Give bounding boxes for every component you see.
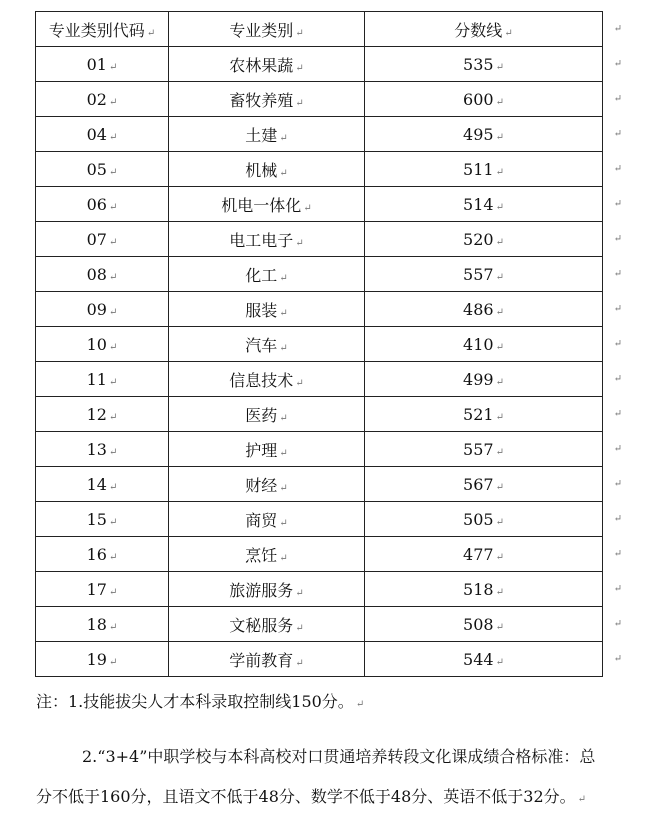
row-score-cell-text: 544 <box>463 649 494 669</box>
row-category-cell: 土建 ↵ <box>169 117 365 152</box>
row-category-cell-text: 护理 <box>245 440 278 460</box>
row-score-cell-text: 518 <box>463 579 494 599</box>
table-row <box>36 187 603 222</box>
table-row <box>36 432 603 467</box>
row-category-cell: 财经 ↵ <box>169 467 365 502</box>
row-code-cell: 14 ↵ <box>36 467 169 502</box>
row-category-cell-text: 服装 <box>245 300 278 320</box>
row-code-cell: 13 ↵ <box>36 432 169 467</box>
row-category-cell: 机电一体化 ↵ <box>169 187 365 222</box>
row-code-cell: 16 ↵ <box>36 537 169 572</box>
row-category-cell: 文秘服务 ↵ <box>169 607 365 642</box>
row-score-cell: 600 ↵ ↵ <box>365 82 603 117</box>
table-row <box>36 222 603 257</box>
row-category-cell-text: 化工 <box>245 265 278 285</box>
row-score-cell-text: 410 <box>463 334 494 354</box>
row-score-cell: 486 ↵ ↵ <box>365 292 603 327</box>
row-category-cell: 汽车 ↵ <box>169 327 365 362</box>
table-body <box>36 47 622 677</box>
row-score-cell: 557 ↵ ↵ <box>365 432 603 467</box>
table-header-row <box>36 12 603 47</box>
header-code: 专业类别代码 ↵ <box>36 12 169 47</box>
row-category-cell-text: 土建 <box>245 125 278 145</box>
row-code-cell: 11 ↵ <box>36 362 169 397</box>
notes-section <box>36 682 611 820</box>
row-code-cell: 18 ↵ <box>36 607 169 642</box>
row-score-cell: 514 ↵ ↵ <box>365 187 603 222</box>
row-category-cell-text: 农林果蔬 <box>229 55 294 75</box>
row-code-cell-text: 14 <box>86 474 107 494</box>
table-row <box>36 467 603 502</box>
table-row <box>36 82 603 117</box>
table-row <box>36 327 603 362</box>
row-code-cell: 07 ↵ <box>36 222 169 257</box>
row-score-cell-text: 511 <box>463 159 494 179</box>
row-category-cell: 化工 ↵ <box>169 257 365 292</box>
row-score-cell-text: 495 <box>463 124 494 144</box>
row-code-cell-text: 07 <box>86 229 107 249</box>
row-category-cell-text: 学前教育 <box>229 650 294 670</box>
row-code-cell: 02 ↵ <box>36 82 169 117</box>
row-category-cell: 信息技术 ↵ <box>169 362 365 397</box>
row-category-cell-text: 医药 <box>245 405 278 425</box>
row-category-cell-text: 畜牧养殖 <box>229 90 294 110</box>
row-code-cell-text: 10 <box>86 334 107 354</box>
row-category-cell: 服装 ↵ <box>169 292 365 327</box>
table-row <box>36 572 603 607</box>
note-2: 2.“3+4”中职学校与本科高校对口贯通培养转段文化课成绩合格标准：总分不低于160分，且语文不低于48分、数学不低于48分、英语不低于32分。 ↵ <box>36 747 596 806</box>
row-category-cell-text: 旅游服务 <box>229 580 294 600</box>
table-row <box>36 502 603 537</box>
row-category-cell: 畜牧养殖 ↵ <box>169 82 365 117</box>
row-code-cell-text: 04 <box>86 124 107 144</box>
row-code-cell: 09 ↵ <box>36 292 169 327</box>
row-category-cell-text: 文秘服务 <box>229 615 294 635</box>
row-score-cell: 557 ↵ ↵ <box>365 257 603 292</box>
score-table-container <box>35 11 622 677</box>
row-code-cell-text: 16 <box>86 544 107 564</box>
row-code-cell-text: 02 <box>86 89 107 109</box>
row-category-cell-text: 机电一体化 <box>221 195 302 215</box>
row-code-cell-text: 01 <box>86 54 107 74</box>
row-score-cell-text: 499 <box>463 369 494 389</box>
row-code-cell: 12 ↵ <box>36 397 169 432</box>
row-score-cell: 508 ↵ ↵ <box>365 607 603 642</box>
row-category-cell: 机械 ↵ <box>169 152 365 187</box>
row-score-cell-text: 486 <box>463 299 494 319</box>
row-score-cell: 544 ↵ ↵ <box>365 642 603 677</box>
row-category-cell-text: 机械 <box>245 160 278 180</box>
row-score-cell: 518 ↵ ↵ <box>365 572 603 607</box>
row-code-cell: 15 ↵ <box>36 502 169 537</box>
table-row <box>36 607 603 642</box>
row-code-cell: 08 ↵ <box>36 257 169 292</box>
row-code-cell-text: 13 <box>86 439 107 459</box>
row-code-cell-text: 09 <box>86 299 107 319</box>
row-category-cell: 烹饪 ↵ <box>169 537 365 572</box>
row-category-cell: 学前教育 ↵ <box>169 642 365 677</box>
row-category-cell: 农林果蔬 ↵ <box>169 47 365 82</box>
row-score-cell-text: 600 <box>463 89 494 109</box>
row-code-cell-text: 18 <box>86 614 107 634</box>
row-code-cell: 17 ↵ <box>36 572 169 607</box>
row-category-cell-text: 汽车 <box>245 335 278 355</box>
row-code-cell: 06 ↵ <box>36 187 169 222</box>
row-score-cell: 410 ↵ ↵ <box>365 327 603 362</box>
row-code-cell-text: 12 <box>86 404 107 424</box>
row-category-cell: 电工电子 ↵ <box>169 222 365 257</box>
row-code-cell-text: 06 <box>86 194 107 214</box>
header-category: 专业类别 ↵ <box>169 12 365 47</box>
row-code-cell-text: 11 <box>86 369 107 389</box>
table-row <box>36 257 603 292</box>
row-category-cell-text: 信息技术 <box>229 370 294 390</box>
row-code-cell-text: 15 <box>86 509 107 529</box>
table-row <box>36 642 603 677</box>
row-category-cell-text: 烹饪 <box>245 545 278 565</box>
row-category-cell: 医药 ↵ <box>169 397 365 432</box>
row-code-cell-text: 19 <box>86 649 107 669</box>
row-category-cell-text: 财经 <box>245 475 278 495</box>
note-1: 注：1.技能拔尖人才本科录取控制线150分。 ↵ <box>36 692 365 711</box>
row-score-cell-text: 520 <box>463 229 494 249</box>
row-score-cell: 520 ↵ ↵ <box>365 222 603 257</box>
row-score-cell: 477 ↵ ↵ <box>365 537 603 572</box>
row-score-cell-text: 557 <box>463 264 494 284</box>
table-row <box>36 397 603 432</box>
row-score-cell-text: 505 <box>463 509 494 529</box>
row-category-cell: 旅游服务 ↵ <box>169 572 365 607</box>
row-category-cell-text: 商贸 <box>245 510 278 530</box>
row-code-cell: 04 ↵ <box>36 117 169 152</box>
table-row <box>36 152 603 187</box>
table-row <box>36 362 603 397</box>
row-score-cell-text: 514 <box>463 194 494 214</box>
row-score-cell-text: 508 <box>463 614 494 634</box>
row-code-cell: 05 ↵ <box>36 152 169 187</box>
row-score-cell-text: 567 <box>463 474 494 494</box>
table-row <box>36 292 603 327</box>
row-code-cell-text: 05 <box>86 159 107 179</box>
row-category-cell: 护理 ↵ <box>169 432 365 467</box>
row-score-cell: 511 ↵ ↵ <box>365 152 603 187</box>
row-code-cell: 10 ↵ <box>36 327 169 362</box>
score-table <box>35 11 622 677</box>
row-score-cell: 495 ↵ ↵ <box>365 117 603 152</box>
row-score-cell-text: 521 <box>463 404 494 424</box>
row-code-cell-text: 08 <box>86 264 107 284</box>
row-code-cell: 01 ↵ <box>36 47 169 82</box>
table-row <box>36 537 603 572</box>
row-code-cell-text: 17 <box>86 579 107 599</box>
row-score-cell: 499 ↵ ↵ <box>365 362 603 397</box>
row-score-cell-text: 477 <box>463 544 494 564</box>
row-category-cell: 商贸 ↵ <box>169 502 365 537</box>
row-score-cell: 535 ↵ ↵ <box>365 47 603 82</box>
row-score-cell: 567 ↵ ↵ <box>365 467 603 502</box>
row-score-cell-text: 557 <box>463 439 494 459</box>
table-row <box>36 117 603 152</box>
table-row <box>36 47 603 82</box>
row-code-cell: 19 ↵ <box>36 642 169 677</box>
row-category-cell-text: 电工电子 <box>229 230 294 250</box>
row-score-cell-text: 535 <box>463 54 494 74</box>
header-score: 分数线 ↵ ↵ <box>365 12 603 47</box>
row-score-cell: 521 ↵ ↵ <box>365 397 603 432</box>
row-score-cell: 505 ↵ ↵ <box>365 502 603 537</box>
